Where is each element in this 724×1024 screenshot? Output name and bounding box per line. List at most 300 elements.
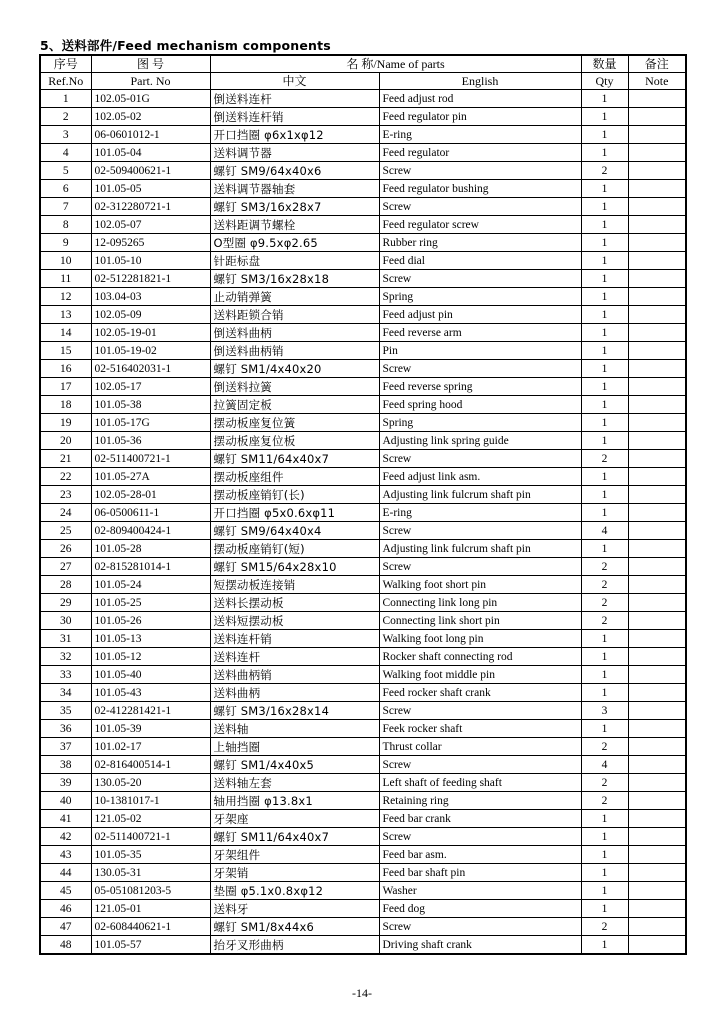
part-no-cell: 02-511400721-1 bbox=[91, 828, 210, 846]
name-en-cell: Washer bbox=[379, 882, 581, 900]
part-no-cell: 101.05-39 bbox=[91, 720, 210, 738]
name-cn-cell: 螺钉 SM11/64x40x7 bbox=[210, 828, 379, 846]
qty-cell: 1 bbox=[581, 198, 628, 216]
name-cn-cell: 螺钉 SM1/4x40x5 bbox=[210, 756, 379, 774]
qty-cell: 4 bbox=[581, 522, 628, 540]
table-row bbox=[40, 756, 686, 774]
qty-cell: 2 bbox=[581, 738, 628, 756]
note-cell bbox=[628, 810, 686, 828]
header-ref-en: Ref.No bbox=[40, 73, 91, 90]
name-cn-cell: 抬牙叉形曲柄 bbox=[210, 936, 379, 955]
ref-no-cell: 22 bbox=[40, 468, 91, 486]
part-no-cell: 121.05-01 bbox=[91, 900, 210, 918]
name-cn-cell: 送料长摆动板 bbox=[210, 594, 379, 612]
ref-no-cell: 12 bbox=[40, 288, 91, 306]
table-row bbox=[40, 378, 686, 396]
part-no-cell: 101.05-17G bbox=[91, 414, 210, 432]
qty-cell: 1 bbox=[581, 900, 628, 918]
part-no-cell: 102.05-28-01 bbox=[91, 486, 210, 504]
name-en-cell: Spring bbox=[379, 414, 581, 432]
qty-cell: 1 bbox=[581, 90, 628, 108]
qty-cell: 1 bbox=[581, 504, 628, 522]
name-cn-cell: 送料调节器 bbox=[210, 144, 379, 162]
part-no-cell: 101.05-43 bbox=[91, 684, 210, 702]
part-no-cell: 02-312280721-1 bbox=[91, 198, 210, 216]
part-no-cell: 102.05-01G bbox=[91, 90, 210, 108]
name-en-cell: Pin bbox=[379, 342, 581, 360]
qty-cell: 1 bbox=[581, 306, 628, 324]
ref-no-cell: 37 bbox=[40, 738, 91, 756]
note-cell bbox=[628, 558, 686, 576]
table-row bbox=[40, 612, 686, 630]
ref-no-cell: 42 bbox=[40, 828, 91, 846]
qty-cell: 1 bbox=[581, 234, 628, 252]
ref-no-cell: 28 bbox=[40, 576, 91, 594]
part-no-cell: 02-516402031-1 bbox=[91, 360, 210, 378]
name-en-cell: Screw bbox=[379, 918, 581, 936]
qty-cell: 2 bbox=[581, 918, 628, 936]
note-cell bbox=[628, 900, 686, 918]
name-en-cell: Feed regulator bbox=[379, 144, 581, 162]
table-row bbox=[40, 360, 686, 378]
table-row bbox=[40, 288, 686, 306]
qty-cell: 1 bbox=[581, 684, 628, 702]
table-row bbox=[40, 558, 686, 576]
part-no-cell: 121.05-02 bbox=[91, 810, 210, 828]
name-en-cell: E-ring bbox=[379, 504, 581, 522]
note-cell bbox=[628, 126, 686, 144]
table-row bbox=[40, 522, 686, 540]
name-en-cell: Feed reverse spring bbox=[379, 378, 581, 396]
name-cn-cell: 摆动板座复位簧 bbox=[210, 414, 379, 432]
ref-no-cell: 17 bbox=[40, 378, 91, 396]
name-cn-cell: 送料距锁合销 bbox=[210, 306, 379, 324]
name-en-cell: Feed reverse arm bbox=[379, 324, 581, 342]
qty-cell: 4 bbox=[581, 756, 628, 774]
part-no-cell: 101.05-05 bbox=[91, 180, 210, 198]
qty-cell: 1 bbox=[581, 126, 628, 144]
name-en-cell: Connecting link short pin bbox=[379, 612, 581, 630]
table-row bbox=[40, 180, 686, 198]
note-cell bbox=[628, 216, 686, 234]
table-row bbox=[40, 936, 686, 955]
name-cn-cell: 摆动板座组件 bbox=[210, 468, 379, 486]
ref-no-cell: 31 bbox=[40, 630, 91, 648]
qty-cell: 1 bbox=[581, 360, 628, 378]
table-row bbox=[40, 864, 686, 882]
ref-no-cell: 48 bbox=[40, 936, 91, 955]
name-en-cell: Driving shaft crank bbox=[379, 936, 581, 955]
ref-no-cell: 36 bbox=[40, 720, 91, 738]
note-cell bbox=[628, 720, 686, 738]
qty-cell: 1 bbox=[581, 846, 628, 864]
name-en-cell: Screw bbox=[379, 198, 581, 216]
ref-no-cell: 10 bbox=[40, 252, 91, 270]
name-en-cell: Walking foot short pin bbox=[379, 576, 581, 594]
ref-no-cell: 6 bbox=[40, 180, 91, 198]
name-cn-cell: 送料调节器轴套 bbox=[210, 180, 379, 198]
name-en-cell: Feed bar shaft pin bbox=[379, 864, 581, 882]
table-row bbox=[40, 792, 686, 810]
qty-cell: 1 bbox=[581, 288, 628, 306]
ref-no-cell: 3 bbox=[40, 126, 91, 144]
name-en-cell: Walking foot middle pin bbox=[379, 666, 581, 684]
part-no-cell: 101.05-36 bbox=[91, 432, 210, 450]
name-cn-cell: 牙架组件 bbox=[210, 846, 379, 864]
name-en-cell: Feed spring hood bbox=[379, 396, 581, 414]
page-number: -14- bbox=[352, 986, 372, 1000]
ref-no-cell: 46 bbox=[40, 900, 91, 918]
table-row bbox=[40, 576, 686, 594]
part-no-cell: 02-512281821-1 bbox=[91, 270, 210, 288]
ref-no-cell: 11 bbox=[40, 270, 91, 288]
ref-no-cell: 21 bbox=[40, 450, 91, 468]
qty-cell: 1 bbox=[581, 648, 628, 666]
note-cell bbox=[628, 270, 686, 288]
qty-cell: 2 bbox=[581, 774, 628, 792]
ref-no-cell: 32 bbox=[40, 648, 91, 666]
part-no-cell: 02-809400424-1 bbox=[91, 522, 210, 540]
name-en-cell: Adjusting link fulcrum shaft pin bbox=[379, 540, 581, 558]
part-no-cell: 102.05-17 bbox=[91, 378, 210, 396]
note-cell bbox=[628, 864, 686, 882]
part-no-cell: 101.05-13 bbox=[91, 630, 210, 648]
part-no-cell: 02-815281014-1 bbox=[91, 558, 210, 576]
name-en-cell: E-ring bbox=[379, 126, 581, 144]
note-cell bbox=[628, 936, 686, 955]
table-row bbox=[40, 270, 686, 288]
name-cn-cell: 螺钉 SM9/64x40x4 bbox=[210, 522, 379, 540]
name-en-cell: Screw bbox=[379, 162, 581, 180]
table-row bbox=[40, 144, 686, 162]
note-cell bbox=[628, 846, 686, 864]
name-en-cell: Screw bbox=[379, 450, 581, 468]
qty-cell: 2 bbox=[581, 612, 628, 630]
name-en-cell: Feek rocker shaft bbox=[379, 720, 581, 738]
note-cell bbox=[628, 234, 686, 252]
table-row bbox=[40, 594, 686, 612]
header-note-cn: 备注 bbox=[628, 55, 686, 73]
ref-no-cell: 4 bbox=[40, 144, 91, 162]
note-cell bbox=[628, 504, 686, 522]
table-header bbox=[40, 55, 686, 90]
note-cell bbox=[628, 378, 686, 396]
table-row bbox=[40, 666, 686, 684]
qty-cell: 1 bbox=[581, 486, 628, 504]
name-cn-cell: 轴用挡圈 φ13.8x1 bbox=[210, 792, 379, 810]
name-en-cell: Feed adjust rod bbox=[379, 90, 581, 108]
part-no-cell: 130.05-31 bbox=[91, 864, 210, 882]
note-cell bbox=[628, 630, 686, 648]
part-no-cell: 05-051081203-5 bbox=[91, 882, 210, 900]
note-cell bbox=[628, 576, 686, 594]
note-cell bbox=[628, 144, 686, 162]
table-row bbox=[40, 252, 686, 270]
name-en-cell: Rubber ring bbox=[379, 234, 581, 252]
table-row bbox=[40, 648, 686, 666]
ref-no-cell: 23 bbox=[40, 486, 91, 504]
qty-cell: 1 bbox=[581, 252, 628, 270]
ref-no-cell: 26 bbox=[40, 540, 91, 558]
part-no-cell: 101.05-40 bbox=[91, 666, 210, 684]
name-cn-cell: 螺钉 SM15/64x28x10 bbox=[210, 558, 379, 576]
table-row bbox=[40, 468, 686, 486]
name-cn-cell: 螺钉 SM1/4x40x20 bbox=[210, 360, 379, 378]
header-note-en: Note bbox=[628, 73, 686, 90]
ref-no-cell: 30 bbox=[40, 612, 91, 630]
qty-cell: 1 bbox=[581, 432, 628, 450]
header-name-cn: 中文 bbox=[210, 73, 379, 90]
part-no-cell: 101.05-57 bbox=[91, 936, 210, 955]
table-row bbox=[40, 846, 686, 864]
name-en-cell: Rocker shaft connecting rod bbox=[379, 648, 581, 666]
ref-no-cell: 34 bbox=[40, 684, 91, 702]
table-row bbox=[40, 918, 686, 936]
name-cn-cell: 螺钉 SM3/16x28x14 bbox=[210, 702, 379, 720]
qty-cell: 2 bbox=[581, 450, 628, 468]
name-cn-cell: 倒送料曲柄销 bbox=[210, 342, 379, 360]
header-part-en: Part. No bbox=[91, 73, 210, 90]
name-cn-cell: 倒送料曲柄 bbox=[210, 324, 379, 342]
part-no-cell: 102.05-19-01 bbox=[91, 324, 210, 342]
name-en-cell: Screw bbox=[379, 522, 581, 540]
name-en-cell: Feed regulator bushing bbox=[379, 180, 581, 198]
name-cn-cell: 螺钉 SM3/16x28x18 bbox=[210, 270, 379, 288]
note-cell bbox=[628, 180, 686, 198]
part-no-cell: 101.05-28 bbox=[91, 540, 210, 558]
ref-no-cell: 7 bbox=[40, 198, 91, 216]
note-cell bbox=[628, 198, 686, 216]
name-cn-cell: 摆动板座复位板 bbox=[210, 432, 379, 450]
part-no-cell: 02-509400621-1 bbox=[91, 162, 210, 180]
ref-no-cell: 44 bbox=[40, 864, 91, 882]
name-en-cell: Screw bbox=[379, 702, 581, 720]
name-cn-cell: 送料轴左套 bbox=[210, 774, 379, 792]
part-no-cell: 102.05-07 bbox=[91, 216, 210, 234]
qty-cell: 1 bbox=[581, 936, 628, 955]
qty-cell: 2 bbox=[581, 792, 628, 810]
part-no-cell: 02-511400721-1 bbox=[91, 450, 210, 468]
qty-cell: 2 bbox=[581, 558, 628, 576]
note-cell bbox=[628, 324, 686, 342]
qty-cell: 1 bbox=[581, 396, 628, 414]
name-cn-cell: 螺钉 SM9/64x40x6 bbox=[210, 162, 379, 180]
name-en-cell: Adjusting link spring guide bbox=[379, 432, 581, 450]
part-no-cell: 06-0601012-1 bbox=[91, 126, 210, 144]
header-name: 名 称/Name of parts bbox=[210, 55, 581, 73]
name-en-cell: Feed adjust link asm. bbox=[379, 468, 581, 486]
qty-cell: 1 bbox=[581, 342, 628, 360]
ref-no-cell: 18 bbox=[40, 396, 91, 414]
table-row bbox=[40, 126, 686, 144]
ref-no-cell: 40 bbox=[40, 792, 91, 810]
name-en-cell: Screw bbox=[379, 558, 581, 576]
part-no-cell: 101.05-27A bbox=[91, 468, 210, 486]
table-row bbox=[40, 108, 686, 126]
parts-table bbox=[39, 54, 687, 955]
table-row bbox=[40, 810, 686, 828]
table-row bbox=[40, 234, 686, 252]
note-cell bbox=[628, 612, 686, 630]
part-no-cell: 101.05-04 bbox=[91, 144, 210, 162]
part-no-cell: 101.05-25 bbox=[91, 594, 210, 612]
qty-cell: 1 bbox=[581, 540, 628, 558]
part-no-cell: 101.05-24 bbox=[91, 576, 210, 594]
qty-cell: 1 bbox=[581, 864, 628, 882]
name-en-cell: Feed adjust pin bbox=[379, 306, 581, 324]
name-en-cell: Screw bbox=[379, 828, 581, 846]
ref-no-cell: 39 bbox=[40, 774, 91, 792]
note-cell bbox=[628, 468, 686, 486]
part-no-cell: 10-1381017-1 bbox=[91, 792, 210, 810]
part-no-cell: 02-816400514-1 bbox=[91, 756, 210, 774]
name-cn-cell: 开口挡圈 φ6x1xφ12 bbox=[210, 126, 379, 144]
table-row bbox=[40, 414, 686, 432]
note-cell bbox=[628, 540, 686, 558]
table-row bbox=[40, 450, 686, 468]
qty-cell: 1 bbox=[581, 414, 628, 432]
ref-no-cell: 33 bbox=[40, 666, 91, 684]
part-no-cell: 101.05-35 bbox=[91, 846, 210, 864]
table-row bbox=[40, 504, 686, 522]
ref-no-cell: 8 bbox=[40, 216, 91, 234]
name-cn-cell: 螺钉 SM11/64x40x7 bbox=[210, 450, 379, 468]
header-ref-cn: 序号 bbox=[40, 55, 91, 73]
header-qty-en: Qty bbox=[581, 73, 628, 90]
ref-no-cell: 20 bbox=[40, 432, 91, 450]
name-en-cell: Screw bbox=[379, 270, 581, 288]
note-cell bbox=[628, 306, 686, 324]
ref-no-cell: 41 bbox=[40, 810, 91, 828]
note-cell bbox=[628, 450, 686, 468]
note-cell bbox=[628, 414, 686, 432]
name-cn-cell: 上轴挡圈 bbox=[210, 738, 379, 756]
name-cn-cell: 短摆动板连接销 bbox=[210, 576, 379, 594]
ref-no-cell: 16 bbox=[40, 360, 91, 378]
table-row bbox=[40, 630, 686, 648]
qty-cell: 1 bbox=[581, 666, 628, 684]
qty-cell: 1 bbox=[581, 180, 628, 198]
note-cell bbox=[628, 702, 686, 720]
qty-cell: 1 bbox=[581, 882, 628, 900]
note-cell bbox=[628, 288, 686, 306]
table-row bbox=[40, 882, 686, 900]
note-cell bbox=[628, 828, 686, 846]
qty-cell: 1 bbox=[581, 468, 628, 486]
header-name-en: English bbox=[379, 73, 581, 90]
section-title: 5、送料部件/Feed mechanism components bbox=[40, 38, 331, 53]
table-row bbox=[40, 342, 686, 360]
part-no-cell: 101.02-17 bbox=[91, 738, 210, 756]
table-row bbox=[40, 684, 686, 702]
qty-cell: 3 bbox=[581, 702, 628, 720]
name-cn-cell: 螺钉 SM3/16x28x7 bbox=[210, 198, 379, 216]
name-cn-cell: 针距标盘 bbox=[210, 252, 379, 270]
name-en-cell: Feed dog bbox=[379, 900, 581, 918]
note-cell bbox=[628, 90, 686, 108]
note-cell bbox=[628, 738, 686, 756]
ref-no-cell: 19 bbox=[40, 414, 91, 432]
name-en-cell: Walking foot long pin bbox=[379, 630, 581, 648]
name-cn-cell: 螺钉 SM1/8x44x6 bbox=[210, 918, 379, 936]
qty-cell: 1 bbox=[581, 378, 628, 396]
ref-no-cell: 24 bbox=[40, 504, 91, 522]
name-cn-cell: O型圈 φ9.5xφ2.65 bbox=[210, 234, 379, 252]
header-part-cn: 图 号 bbox=[91, 55, 210, 73]
name-cn-cell: 送料轴 bbox=[210, 720, 379, 738]
ref-no-cell: 47 bbox=[40, 918, 91, 936]
qty-cell: 1 bbox=[581, 324, 628, 342]
part-no-cell: 130.05-20 bbox=[91, 774, 210, 792]
table-row bbox=[40, 162, 686, 180]
note-cell bbox=[628, 360, 686, 378]
ref-no-cell: 25 bbox=[40, 522, 91, 540]
note-cell bbox=[628, 486, 686, 504]
name-cn-cell: 摆动板座销钉(长) bbox=[210, 486, 379, 504]
name-en-cell: Spring bbox=[379, 288, 581, 306]
name-en-cell: Left shaft of feeding shaft bbox=[379, 774, 581, 792]
note-cell bbox=[628, 648, 686, 666]
ref-no-cell: 29 bbox=[40, 594, 91, 612]
ref-no-cell: 27 bbox=[40, 558, 91, 576]
name-cn-cell: 倒送料连杆销 bbox=[210, 108, 379, 126]
ref-no-cell: 38 bbox=[40, 756, 91, 774]
part-no-cell: 103.04-03 bbox=[91, 288, 210, 306]
ref-no-cell: 13 bbox=[40, 306, 91, 324]
name-en-cell: Adjusting link fulcrum shaft pin bbox=[379, 486, 581, 504]
name-cn-cell: 牙架销 bbox=[210, 864, 379, 882]
ref-no-cell: 15 bbox=[40, 342, 91, 360]
note-cell bbox=[628, 594, 686, 612]
name-cn-cell: 送料连杆销 bbox=[210, 630, 379, 648]
name-cn-cell: 牙架座 bbox=[210, 810, 379, 828]
qty-cell: 1 bbox=[581, 720, 628, 738]
note-cell bbox=[628, 162, 686, 180]
qty-cell: 1 bbox=[581, 144, 628, 162]
part-no-cell: 101.05-10 bbox=[91, 252, 210, 270]
part-no-cell: 102.05-09 bbox=[91, 306, 210, 324]
note-cell bbox=[628, 774, 686, 792]
name-cn-cell: 拉簧固定板 bbox=[210, 396, 379, 414]
table-body bbox=[40, 90, 686, 955]
name-en-cell: Feed dial bbox=[379, 252, 581, 270]
name-cn-cell: 倒送料拉簧 bbox=[210, 378, 379, 396]
name-cn-cell: 止动销弹簧 bbox=[210, 288, 379, 306]
name-en-cell: Connecting link long pin bbox=[379, 594, 581, 612]
ref-no-cell: 2 bbox=[40, 108, 91, 126]
table-row bbox=[40, 198, 686, 216]
note-cell bbox=[628, 756, 686, 774]
name-en-cell: Screw bbox=[379, 360, 581, 378]
part-no-cell: 101.05-19-02 bbox=[91, 342, 210, 360]
qty-cell: 2 bbox=[581, 594, 628, 612]
table-row bbox=[40, 738, 686, 756]
table-row bbox=[40, 720, 686, 738]
ref-no-cell: 1 bbox=[40, 90, 91, 108]
table-row bbox=[40, 306, 686, 324]
qty-cell: 1 bbox=[581, 216, 628, 234]
ref-no-cell: 43 bbox=[40, 846, 91, 864]
table-row bbox=[40, 324, 686, 342]
table-row bbox=[40, 828, 686, 846]
table-row bbox=[40, 486, 686, 504]
name-en-cell: Thrust collar bbox=[379, 738, 581, 756]
note-cell bbox=[628, 666, 686, 684]
name-en-cell: Feed regulator pin bbox=[379, 108, 581, 126]
name-en-cell: Feed bar crank bbox=[379, 810, 581, 828]
note-cell bbox=[628, 792, 686, 810]
table-row bbox=[40, 540, 686, 558]
